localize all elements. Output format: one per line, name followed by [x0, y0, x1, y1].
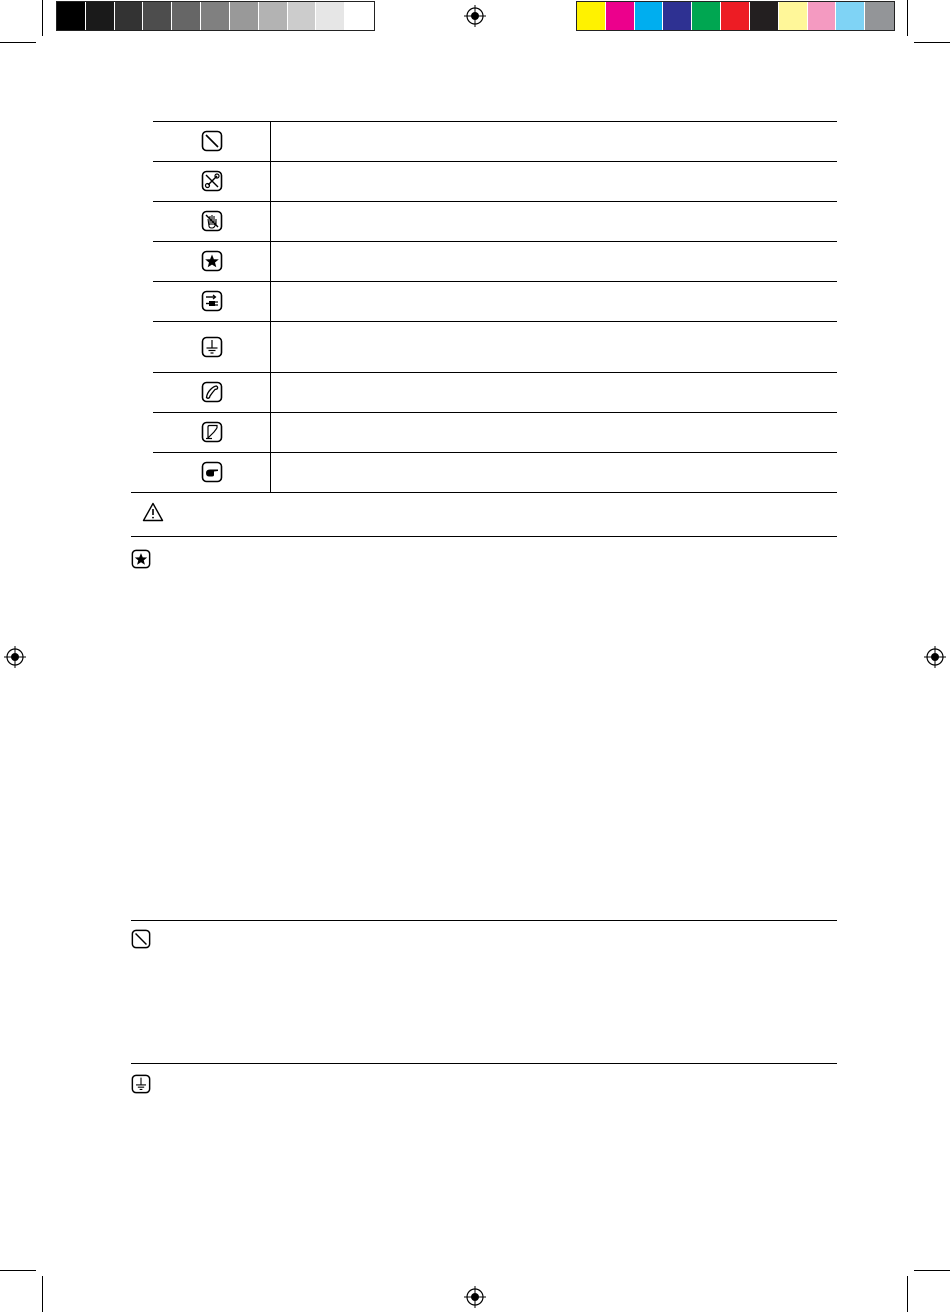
note-icon: [201, 421, 223, 443]
color-swatch: [115, 2, 144, 30]
color-swatch: [230, 2, 259, 30]
color-swatch: [692, 2, 721, 30]
prohibited-icon: [131, 929, 151, 949]
color-swatch: [316, 2, 345, 30]
registration-mark-icon: [4, 646, 26, 668]
color-swatch: [721, 2, 750, 30]
crop-mark: [42, 1276, 43, 1312]
table-row-rule: [153, 412, 837, 413]
prohibited-icon: [201, 130, 223, 152]
color-swatch: [635, 2, 664, 30]
call-service-icon: [201, 381, 223, 403]
color-swatch: [750, 2, 779, 30]
table-row-rule: [153, 452, 837, 453]
table-row-rule: [153, 321, 837, 322]
table-row-rule: [153, 241, 837, 242]
table-bottom-rule: [131, 492, 837, 493]
crop-mark: [0, 1270, 36, 1271]
warning-triangle-icon: [142, 502, 164, 522]
crop-mark: [914, 42, 950, 43]
registration-mark-icon: [464, 5, 486, 27]
important-icon: [201, 461, 223, 483]
do-not-touch-icon: [201, 210, 223, 232]
color-swatch: [577, 2, 606, 30]
color-swatch: [201, 2, 230, 30]
color-swatch: [779, 2, 808, 30]
crop-mark: [907, 0, 908, 36]
section-rule: [131, 536, 837, 537]
color-swatch: [86, 2, 115, 30]
color-swatch: [143, 2, 172, 30]
do-not-disassemble-icon: [201, 170, 223, 192]
registration-mark-icon: [464, 1286, 486, 1308]
table-top-rule: [153, 121, 837, 122]
color-swatch: [606, 2, 635, 30]
table-row-rule: [153, 201, 837, 202]
follow-instructions-icon: [131, 549, 151, 569]
table-row-rule: [153, 281, 837, 282]
color-swatch: [259, 2, 288, 30]
color-swatch: [172, 2, 201, 30]
crop-mark: [907, 1276, 908, 1312]
section-rule: [131, 1063, 837, 1064]
process-color-bar: [576, 1, 895, 31]
crop-mark: [42, 0, 43, 36]
color-swatch: [288, 2, 317, 30]
color-swatch: [663, 2, 692, 30]
follow-instructions-icon: [201, 250, 223, 272]
crop-mark: [914, 1270, 950, 1271]
unplug-icon: [201, 290, 223, 312]
color-swatch: [836, 2, 865, 30]
earth-ground-icon: [201, 336, 223, 358]
grayscale-color-bar: [56, 1, 375, 31]
color-swatch: [57, 2, 86, 30]
color-swatch: [345, 2, 374, 30]
crop-mark: [0, 42, 36, 43]
table-row-rule: [153, 372, 837, 373]
registration-mark-icon: [924, 646, 946, 668]
earth-ground-icon: [131, 1074, 151, 1094]
color-swatch: [808, 2, 837, 30]
table-column-divider: [270, 121, 271, 492]
table-row-rule: [153, 161, 837, 162]
color-swatch: [865, 2, 894, 30]
section-rule: [131, 920, 837, 921]
